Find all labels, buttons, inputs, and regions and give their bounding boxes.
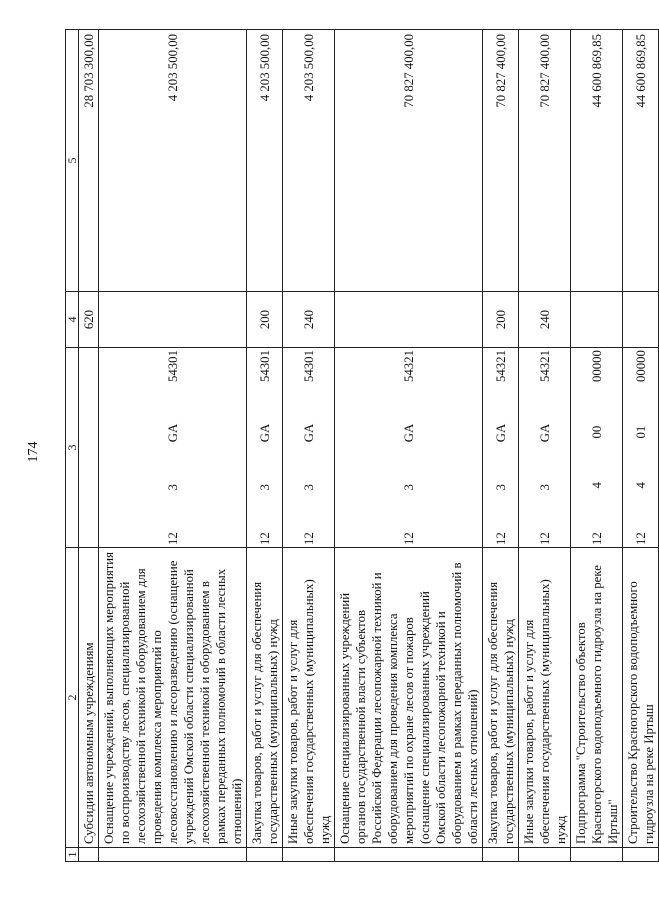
code-part: 54321 <box>537 350 552 383</box>
row-expense-type: 240 <box>283 292 335 348</box>
row-amount: 28 703 300,00 <box>79 30 99 292</box>
code-part: 12 <box>537 532 552 545</box>
code-part: 54321 <box>493 350 508 383</box>
row-name: Закупка товаров, работ и услуг для обеспечения государственных (муниципальных) нужд <box>483 548 519 848</box>
code-part: 12 <box>301 532 316 545</box>
row-name: Оснащение учреждений, выполняющих мероприятия по воспроизводству лесов, специализированной лесохозяйственной техникой и оборудованием для проведения комплекса мероприятий по лесовосстановлению и лесоразведению (оснащение учреждений Омской области специализированной лесохозяйственной техникой и оборудованием в рамках переданных полномочий в области лесных отношений) <box>99 548 247 848</box>
row-code <box>247 348 283 548</box>
code-part: 12 <box>493 532 508 545</box>
header-col-4: 4 <box>66 292 79 348</box>
code-part: 3 <box>257 484 272 491</box>
table-row <box>283 30 335 862</box>
row-blank-cell <box>247 848 283 862</box>
row-blank-cell <box>335 848 483 862</box>
header-col-2: 2 <box>66 548 79 848</box>
row-amount: 44 600 869,85 <box>623 30 659 292</box>
header-col-1: 1 <box>66 848 79 862</box>
row-expense-type: 240 <box>519 292 571 348</box>
row-amount: 70 827 400,00 <box>335 30 483 292</box>
code-part: 00 <box>589 425 604 439</box>
row-code <box>99 348 247 548</box>
row-code <box>623 348 659 548</box>
code-part: 3 <box>165 484 180 491</box>
code-part: 12 <box>633 532 648 545</box>
code-part: 54301 <box>301 350 316 383</box>
row-name: Подпрограмма "Строительство объектов Красногорского водоподъемного гидроузла на реке Иртыш" <box>571 548 623 848</box>
table-row <box>79 30 99 862</box>
row-code <box>483 348 519 548</box>
budget-table <box>65 29 659 862</box>
header-col-3: 3 <box>66 348 79 548</box>
row-name: Оснащение специализированных учреждений органов государственной власти субъектов Российской Федерации лесопожарной техникой и оборудованием для проведения комплекса мероприятий по охране лесов от пожаров (оснащение специализированных учреждений Омской области лесопожарной техникой и оборудованием в рамках переданных полномочий в области лесных отношений) <box>335 548 483 848</box>
code-part: GA <box>537 423 552 443</box>
row-expense-type <box>623 292 659 348</box>
code-part: 3 <box>493 484 508 491</box>
header-col-5: 5 <box>66 30 79 292</box>
row-expense-type: 200 <box>483 292 519 348</box>
code-part: 01 <box>633 425 648 439</box>
code-part: GA <box>493 423 508 443</box>
budget-table-container <box>65 30 656 862</box>
row-name: Субсидии автономным учреждениям <box>79 548 99 848</box>
code-part: 00000 <box>633 350 648 383</box>
row-blank-cell <box>483 848 519 862</box>
code-part: 3 <box>301 484 316 491</box>
code-part: GA <box>257 423 272 443</box>
row-amount: 4 203 500,00 <box>283 30 335 292</box>
row-code <box>571 348 623 548</box>
code-part: 3 <box>401 484 416 491</box>
code-part: 4 <box>633 482 648 489</box>
row-code <box>283 348 335 548</box>
code-part: 12 <box>257 532 272 545</box>
row-name: Строительство Красногорского водоподъемного гидроузла на реке Иртыш <box>623 548 659 848</box>
table-row <box>335 30 483 862</box>
row-expense-type: 620 <box>79 292 99 348</box>
row-blank-cell <box>99 848 247 862</box>
row-code <box>79 348 99 548</box>
code-part: 54301 <box>257 350 272 383</box>
row-expense-type <box>99 292 247 348</box>
row-name: Иные закупки товаров, работ и услуг для обеспечения государственных (муниципальных) нужд <box>519 548 571 848</box>
table-row <box>571 30 623 862</box>
table-row <box>623 30 659 862</box>
row-name: Иные закупки товаров, работ и услуг для обеспечения государственных (муниципальных) нужд <box>283 548 335 848</box>
code-part: GA <box>165 423 180 443</box>
code-part: 3 <box>537 484 552 491</box>
row-blank-cell <box>283 848 335 862</box>
page-number: 174 <box>26 441 41 463</box>
code-part: 00000 <box>589 350 604 383</box>
code-part: 54301 <box>165 350 180 383</box>
code-part: 54321 <box>401 350 416 383</box>
row-blank-cell <box>519 848 571 862</box>
row-expense-type: 200 <box>247 292 283 348</box>
row-code <box>519 348 571 548</box>
row-name: Закупка товаров, работ и услуг для обеспечения государственных (муниципальных) нужд <box>247 548 283 848</box>
row-blank-cell <box>623 848 659 862</box>
row-blank-cell <box>571 848 623 862</box>
code-part: 12 <box>401 532 416 545</box>
code-part: 12 <box>165 532 180 545</box>
row-amount: 44 600 869,85 <box>571 30 623 292</box>
row-amount: 4 203 500,00 <box>247 30 283 292</box>
row-expense-type <box>335 292 483 348</box>
code-part: 4 <box>589 482 604 489</box>
row-amount: 70 827 400,00 <box>519 30 571 292</box>
table-row <box>99 30 247 862</box>
row-amount: 4 203 500,00 <box>99 30 247 292</box>
rotated-table-frame <box>65 30 656 862</box>
header-row <box>66 30 79 862</box>
table-row <box>483 30 519 862</box>
code-part: 12 <box>589 532 604 545</box>
code-part: GA <box>301 423 316 443</box>
row-expense-type <box>571 292 623 348</box>
row-code <box>335 348 483 548</box>
table-row <box>247 30 283 862</box>
row-blank-cell <box>79 848 99 862</box>
code-part: GA <box>401 423 416 443</box>
table-row <box>519 30 571 862</box>
row-amount: 70 827 400,00 <box>483 30 519 292</box>
